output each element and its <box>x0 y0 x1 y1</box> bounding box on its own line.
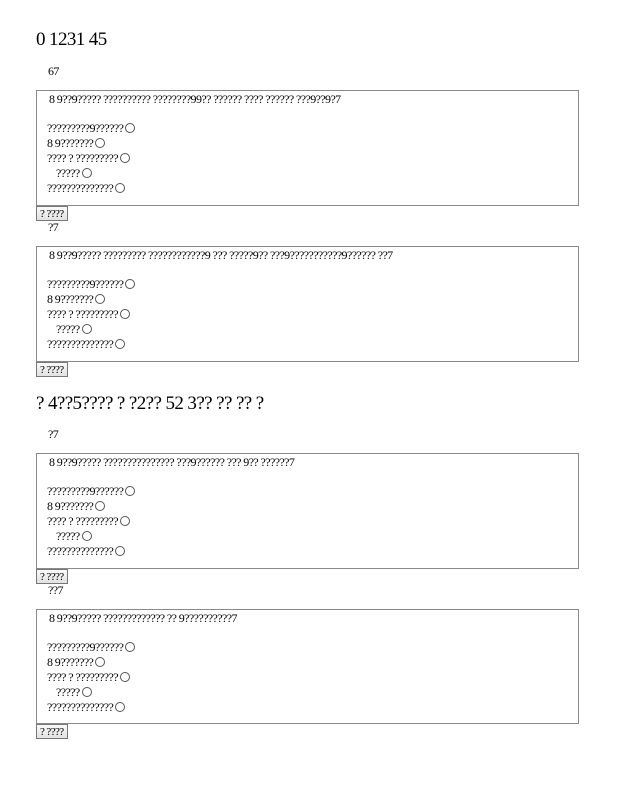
answer-option[interactable] <box>56 685 92 699</box>
section-heading: ? 4??5???? ? ?2?? 52 3?? ?? ?? ? <box>36 393 264 414</box>
option-label: ?????????????? <box>47 181 114 195</box>
radio-button[interactable] <box>115 183 125 193</box>
question-number: 67 <box>48 64 59 78</box>
option-label: ????? <box>56 166 80 180</box>
radio-button[interactable] <box>82 531 92 541</box>
answer-option[interactable] <box>47 499 105 513</box>
radio-button[interactable] <box>95 294 105 304</box>
answer-option[interactable] <box>56 166 92 180</box>
option-label: 8 9??????? <box>47 655 94 669</box>
radio-button[interactable] <box>115 702 125 712</box>
question-number: ?7 <box>48 427 59 441</box>
answer-option[interactable] <box>56 529 92 543</box>
answer-option[interactable] <box>47 181 125 195</box>
option-label: ?????????????? <box>47 700 114 714</box>
radio-button[interactable] <box>120 672 130 682</box>
question-text: 8 9??9????? ?????????? ????????99?? ?????? ???? ?????? ???9??9?7 <box>49 92 341 106</box>
radio-button[interactable] <box>115 546 125 556</box>
option-label: ???? ? ????????? <box>47 307 118 321</box>
option-label: ?????????9?????? <box>47 640 124 654</box>
answer-option[interactable] <box>47 544 125 558</box>
answer-option[interactable] <box>47 151 130 165</box>
option-label: ?????????9?????? <box>47 484 124 498</box>
radio-button[interactable] <box>120 516 130 526</box>
radio-button[interactable] <box>125 642 135 652</box>
option-label: ?????????9?????? <box>47 121 124 135</box>
option-label: ?????????????? <box>47 337 114 351</box>
radio-button[interactable] <box>82 168 92 178</box>
radio-button[interactable] <box>120 309 130 319</box>
reset-button[interactable]: ? ???? <box>36 362 68 377</box>
radio-button[interactable] <box>120 153 130 163</box>
radio-button[interactable] <box>125 123 135 133</box>
radio-button[interactable] <box>95 138 105 148</box>
option-label: 8 9??????? <box>47 136 94 150</box>
answer-option[interactable] <box>56 322 92 336</box>
option-label: ????? <box>56 322 80 336</box>
option-label: ?????????????? <box>47 544 114 558</box>
question-number: ??7 <box>48 583 63 597</box>
radio-button[interactable] <box>115 339 125 349</box>
option-label: 8 9??????? <box>47 292 94 306</box>
reset-button[interactable]: ? ???? <box>36 206 68 221</box>
answer-option[interactable] <box>47 307 130 321</box>
option-label: ????? <box>56 529 80 543</box>
radio-button[interactable] <box>82 324 92 334</box>
answer-option[interactable] <box>47 655 105 669</box>
question-box <box>36 453 579 569</box>
answer-option[interactable] <box>47 670 130 684</box>
reset-button[interactable]: ? ???? <box>36 724 68 739</box>
radio-button[interactable] <box>125 486 135 496</box>
answer-option[interactable] <box>47 121 135 135</box>
radio-button[interactable] <box>82 687 92 697</box>
answer-option[interactable] <box>47 484 135 498</box>
question-text: 8 9??9????? ????????? ????????????9 ??? ?????9?? ???9???????????9?????? ??7 <box>49 248 393 262</box>
answer-option[interactable] <box>47 277 135 291</box>
answer-option[interactable] <box>47 337 125 351</box>
radio-button[interactable] <box>95 657 105 667</box>
answer-option[interactable] <box>47 292 105 306</box>
option-label: ???? ? ????????? <box>47 151 118 165</box>
option-label: ???? ? ????????? <box>47 670 118 684</box>
answer-option[interactable] <box>47 700 125 714</box>
answer-option[interactable] <box>47 640 135 654</box>
radio-button[interactable] <box>125 279 135 289</box>
question-box <box>36 609 579 724</box>
page-title: 0 1231 45 <box>36 29 107 50</box>
reset-button[interactable]: ? ???? <box>36 569 68 584</box>
question-text: 8 9??9????? ????????????? ?? 9??????????7 <box>49 611 237 625</box>
option-label: ???? ? ????????? <box>47 514 118 528</box>
radio-button[interactable] <box>95 501 105 511</box>
question-number: ?7 <box>48 220 59 234</box>
option-label: 8 9??????? <box>47 499 94 513</box>
question-text: 8 9??9????? ??????????????? ???9?????? ??? 9?? ??????7 <box>49 455 295 469</box>
answer-option[interactable] <box>47 136 105 150</box>
answer-option[interactable] <box>47 514 130 528</box>
question-box <box>36 246 579 362</box>
option-label: ????? <box>56 685 80 699</box>
question-box <box>36 90 579 206</box>
option-label: ?????????9?????? <box>47 277 124 291</box>
